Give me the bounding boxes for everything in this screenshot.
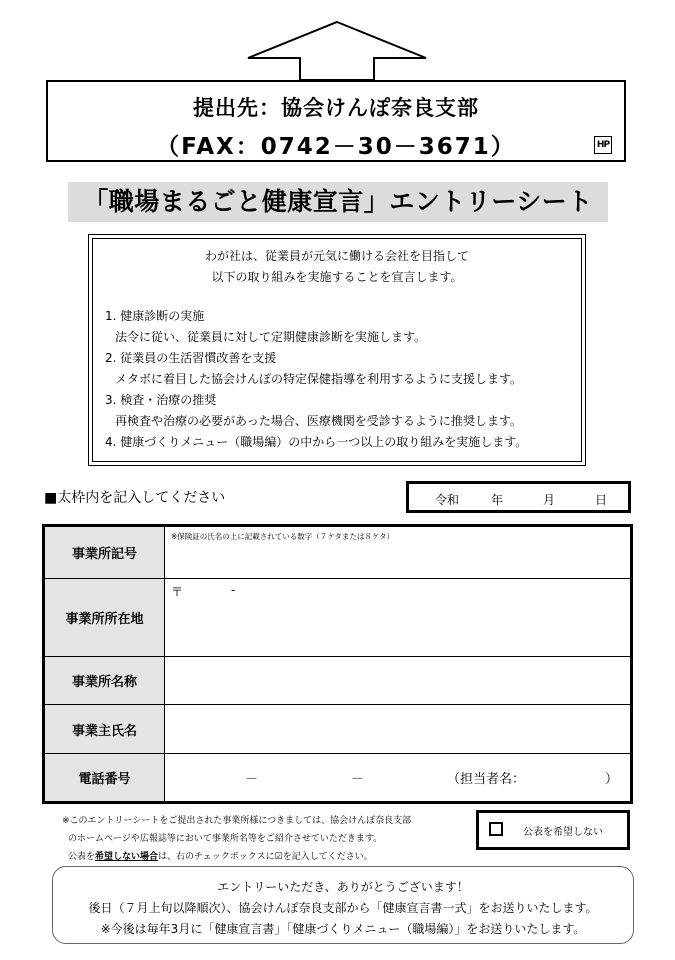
phone-input[interactable] bbox=[165, 754, 630, 801]
submission-destination: 提出先：協会けんぽ奈良支部 bbox=[193, 96, 479, 120]
thanks-line-1: エントリーいただき、ありがとうございます！ bbox=[217, 880, 469, 894]
no-publication-checkbox[interactable] bbox=[489, 822, 503, 836]
declaration-item-1-heading: 1. 健康診断の実施 bbox=[105, 309, 205, 323]
phone-label: 電話番号 bbox=[45, 754, 165, 801]
publication-notes bbox=[62, 812, 411, 866]
entry-form bbox=[42, 524, 633, 804]
office-number-note: ※保険証の氏名の上に記載されている数字（７ケタまたは８ケタ） bbox=[171, 532, 395, 541]
office-number-label: 事業所記号 bbox=[45, 527, 165, 578]
declaration-item-2-detail: メタボに着目した協会けんぽの特定保健指導を利用するように支援します。 bbox=[115, 372, 523, 386]
page-title: 「職場まるごと健康宣言」エントリーシート bbox=[68, 182, 608, 222]
declaration-item-1-detail: 法令に従い、従業員に対して定期健康診断を実施します。 bbox=[115, 330, 427, 344]
note-line-3-a: 公表を bbox=[68, 852, 96, 862]
declaration-item-2-heading: 2. 従業員の生活習慣改善を支援 bbox=[105, 351, 277, 365]
hp-logo-icon: HP bbox=[594, 136, 612, 154]
declaration-item-4-heading: 4. 健康づくりメニュー（職場編）の中から一つ以上の取り組みを実施します。 bbox=[105, 435, 528, 449]
note-line-2: のホームページや広報誌等において事業所名等をご紹介させていただきます。 bbox=[68, 834, 383, 844]
declaration-intro-2: 以下の取り組みを実施することを宣言します。 bbox=[211, 270, 463, 284]
fax-number: （FAX：0742－30－3671） bbox=[156, 134, 516, 160]
address-input[interactable] bbox=[165, 579, 630, 656]
row-office-number bbox=[45, 527, 630, 579]
thanks-box bbox=[52, 866, 634, 944]
address-label: 事業所所在地 bbox=[45, 579, 165, 656]
office-name-label: 事業所名称 bbox=[45, 657, 165, 704]
date-era: 令和 bbox=[435, 493, 460, 507]
date-year: 年 bbox=[491, 493, 504, 507]
note-line-3 bbox=[62, 848, 411, 866]
phone-dash-1: － bbox=[245, 772, 259, 787]
phone-dash-2: － bbox=[351, 772, 365, 787]
row-address bbox=[45, 579, 630, 657]
note-line-3-c: は、右のチェックボックスに☑を記入してください。 bbox=[158, 852, 373, 862]
declaration-inner bbox=[92, 238, 582, 462]
contact-person-close: ） bbox=[605, 772, 619, 787]
up-arrow-icon bbox=[246, 20, 428, 82]
declaration-item-3-detail: 再検査や治療の必要があった場合、医療機関を受診するように推奨します。 bbox=[115, 414, 522, 428]
thanks-line-3: ※今後は毎年3月に「健康宣言書」「健康づくりメニュー（職場編）」をお送りいたします。 bbox=[100, 922, 586, 936]
form-instruction: ■太枠内を記入してください bbox=[44, 490, 226, 506]
no-publication-label: 公表を希望しない bbox=[523, 827, 603, 838]
row-office-name bbox=[45, 657, 630, 705]
owner-name-label: 事業主氏名 bbox=[45, 705, 165, 753]
submission-box bbox=[46, 80, 626, 162]
declaration-intro-1: わが社は、従業員が元気に働ける会社を目指して bbox=[204, 249, 469, 263]
postal-dash: - bbox=[231, 583, 236, 597]
row-phone bbox=[45, 754, 630, 801]
contact-person-label: （担当者名： bbox=[447, 772, 526, 787]
no-publication-box bbox=[476, 810, 630, 850]
owner-name-input[interactable] bbox=[165, 705, 630, 753]
office-number-input[interactable] bbox=[165, 527, 630, 578]
thanks-line-2: 後日（７月上旬以降順次）、協会けんぽ奈良支部から「健康宣言書一式」をお送りいたします。 bbox=[88, 901, 598, 915]
postal-mark: 〒 bbox=[171, 585, 184, 599]
declaration-item-3-heading: 3. 検査・治療の推奨 bbox=[105, 393, 217, 407]
note-line-3-b: 希望しない場合 bbox=[95, 852, 159, 862]
date-field[interactable] bbox=[406, 481, 631, 513]
row-owner-name bbox=[45, 705, 630, 754]
date-month: 月 bbox=[543, 493, 556, 507]
note-line-1: ※このエントリーシートをご提出された事業所様につきましては、協会けんぽ奈良支部 bbox=[62, 816, 412, 826]
office-name-input[interactable] bbox=[165, 657, 630, 704]
declaration-box bbox=[88, 234, 586, 466]
date-day: 日 bbox=[595, 493, 608, 507]
